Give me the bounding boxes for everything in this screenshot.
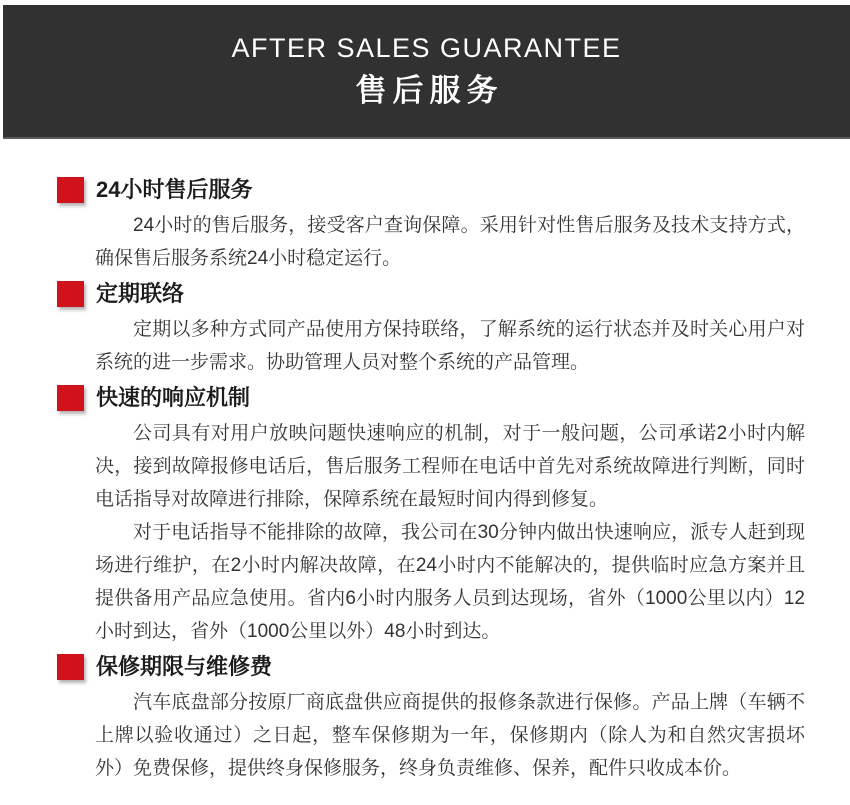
section-heading-row: [57, 653, 805, 680]
section-paragraph: 公司具有对用户放映问题快速响应的机制，对于一般问题，公司承诺2小时内解决，接到故障报修电话后，售后服务工程师在电话中首先对系统故障进行判断，同时电话指导对故障进行排除，保障系统在最短时间内得到修复。: [95, 423, 805, 510]
section-paragraph: 定期以多种方式同产品使用方保持联络，了解系统的运行状态并及时关心用户对系统的进一步需求。协助管理人员对整个系统的产品管理。: [95, 319, 805, 373]
section-heading-row: [57, 280, 805, 307]
content: [0, 139, 850, 785]
banner-title-chinese: 售后服务: [355, 73, 504, 109]
red-square-bullet-icon: [57, 654, 84, 680]
section-title: 定期联络: [96, 281, 185, 306]
red-square-bullet-icon: [57, 177, 84, 203]
section-title: 24小时售后服务: [96, 177, 253, 202]
red-square-bullet-icon: [57, 385, 84, 411]
section-title: 保修期限与维修费: [96, 654, 273, 679]
section-paragraph: 汽车底盘部分按原厂商底盘供应商提供的报修条款进行保修。产品上牌（车辆不上牌以验收通过）之日起，整车保修期为一年，保修期内（除人为和自然灾害损坏外）免费保修，提供终身保修服务，终身负责维修、保养，配件只收成本价。: [95, 692, 805, 779]
section-fast-response: [57, 384, 805, 648]
section-heading-row: [57, 384, 805, 411]
section-title: 快速的响应机制: [96, 385, 251, 410]
section-heading-row: [57, 176, 805, 203]
section-24h-service: [57, 176, 805, 275]
section-paragraph: 对于电话指导不能排除的故障，我公司在30分钟内做出快速响应，派专人赶到现场进行维护，在2小时内解决故障，在24小时内不能解决的，提供临时应急方案并且提供备用产品应急使用。省内6小时内服务人员到达现场，省外（1000公里以内）12小时到达，省外（1000公里以外）48小时到达。: [95, 522, 805, 642]
red-square-bullet-icon: [57, 281, 84, 307]
section-paragraph: 24小时的售后服务，接受客户查询保障。采用针对性售后服务及技术支持方式，确保售后服务系统24小时稳定运行。: [95, 215, 805, 269]
banner-title-english: AFTER SALES GUARANTEE: [231, 32, 622, 63]
after-sales-page: [0, 5, 850, 805]
banner: [3, 5, 850, 139]
section-warranty-terms: [57, 653, 805, 785]
section-regular-contact: [57, 280, 805, 379]
